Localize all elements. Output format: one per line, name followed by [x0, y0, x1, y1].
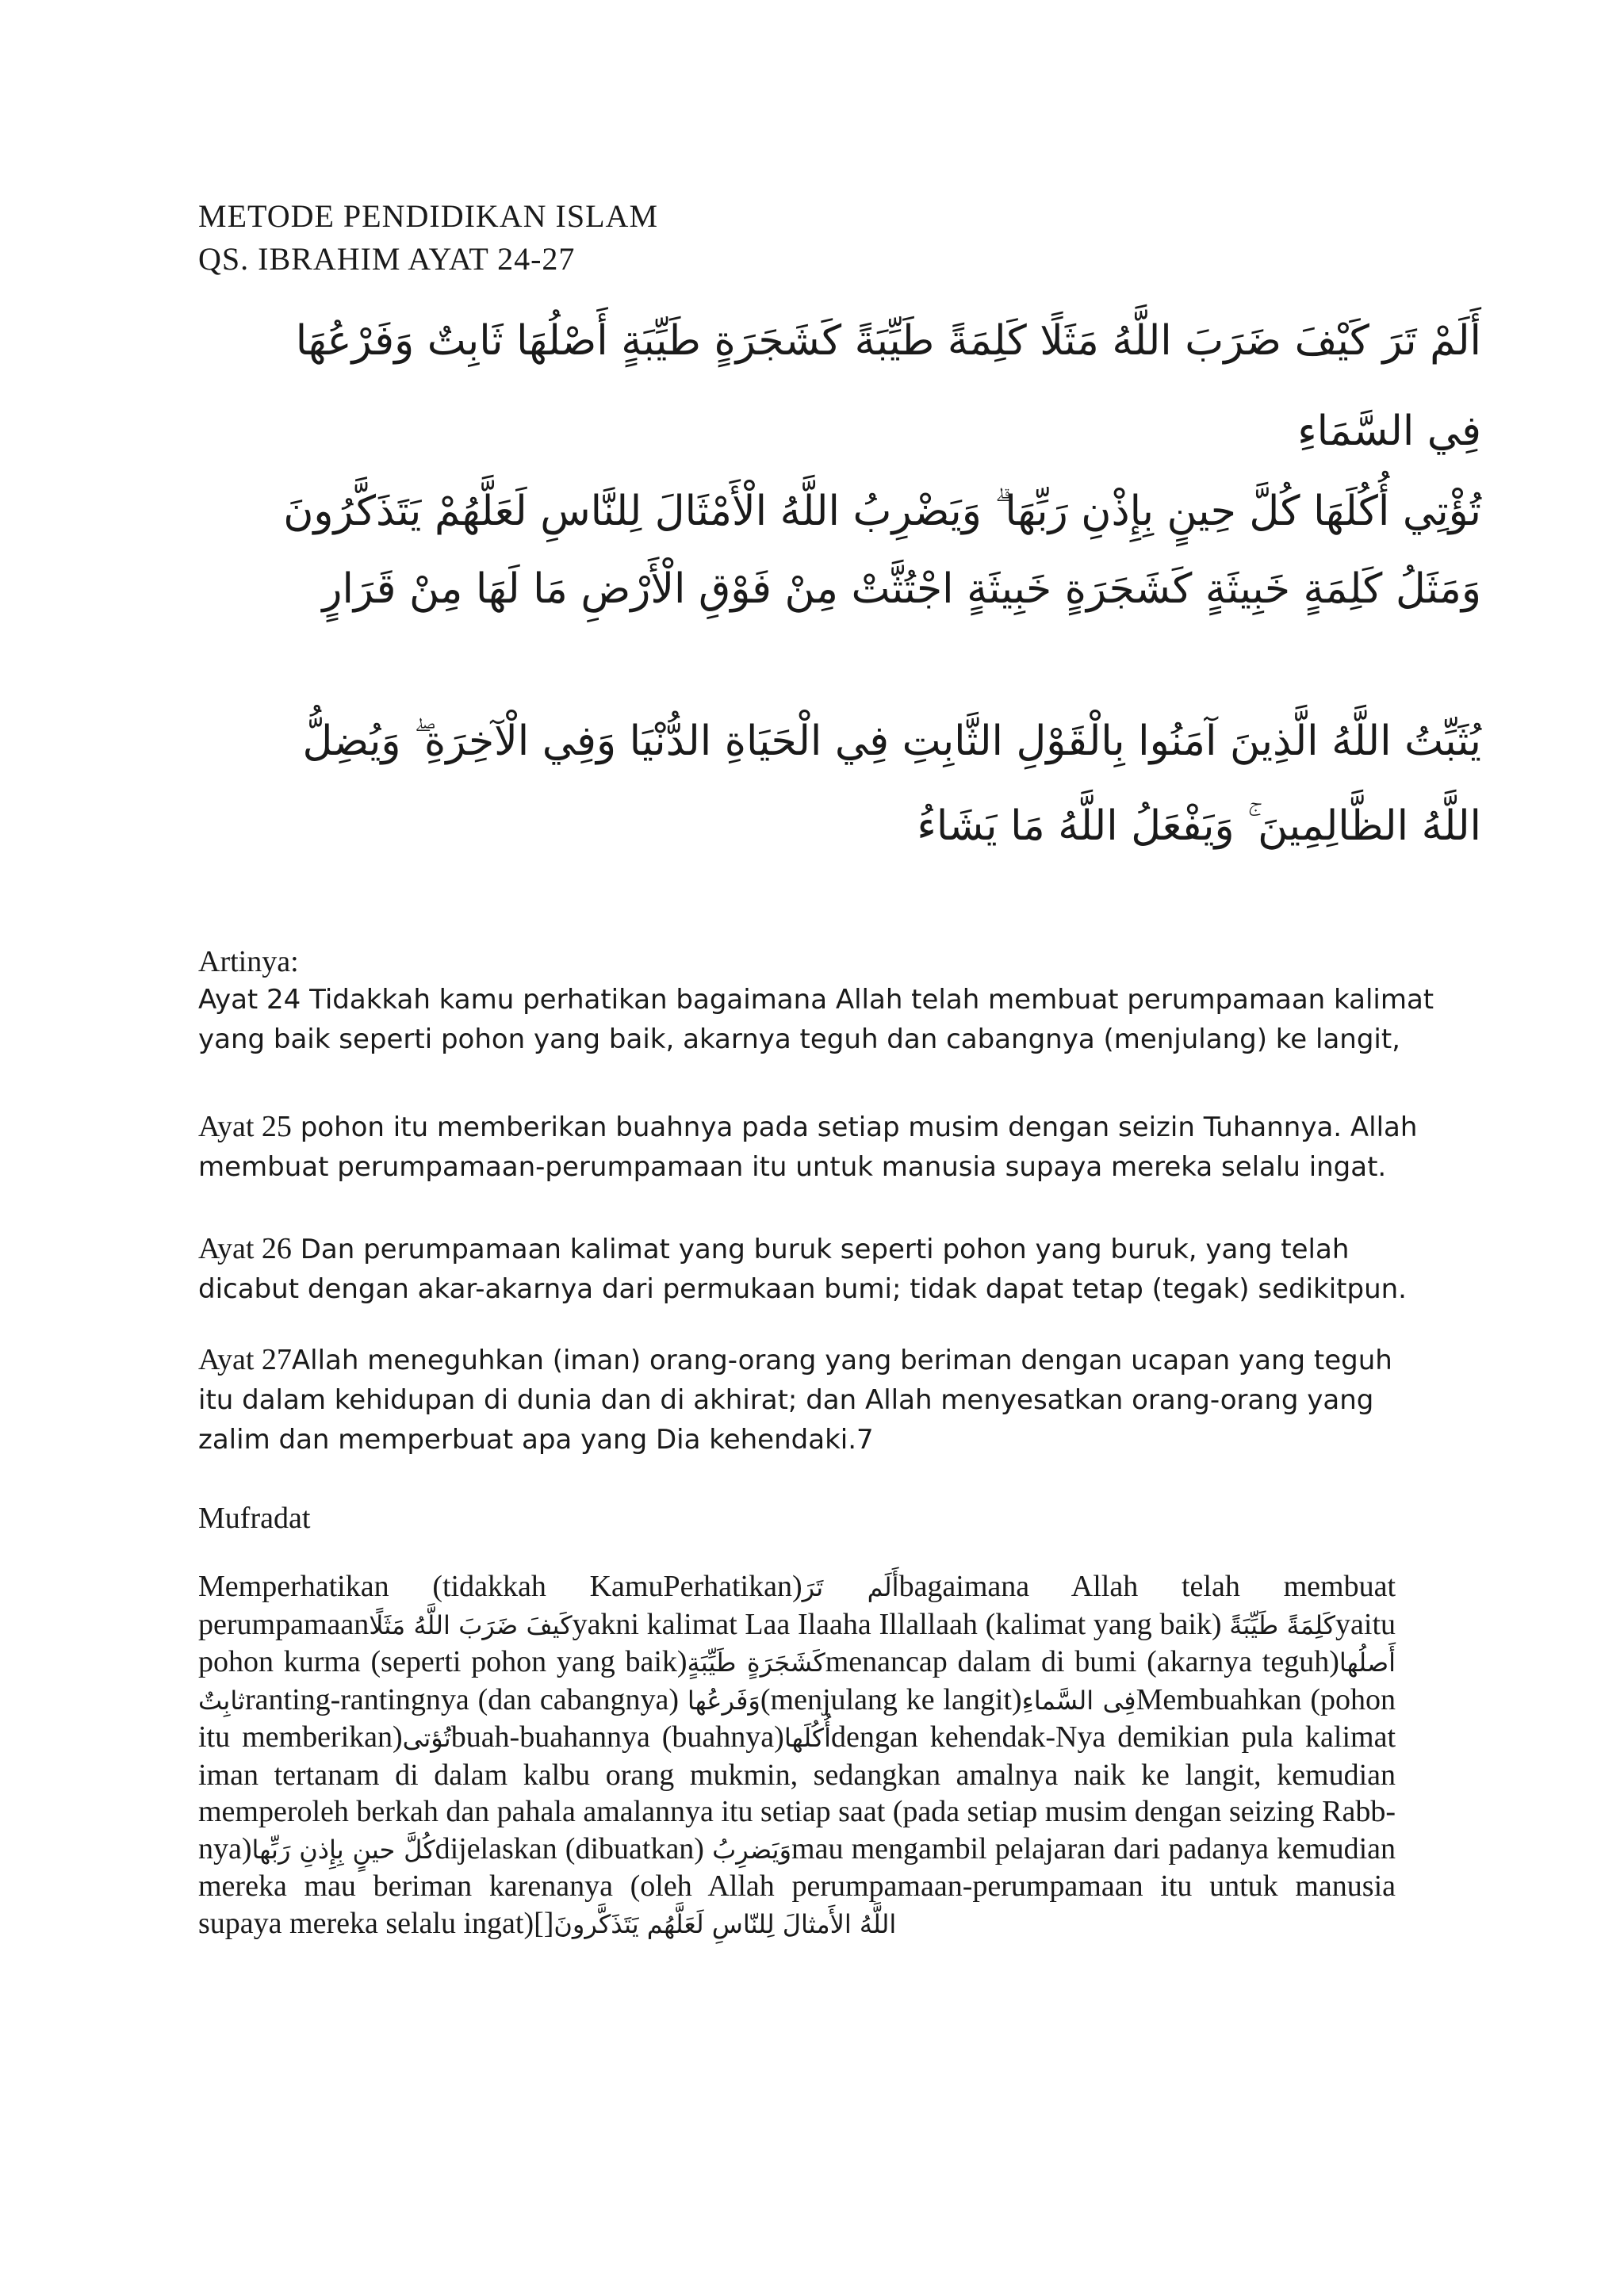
mufradat-arabic-term: كَيفَ ضَرَبَ اللَّهُ مَثَلًا — [369, 1609, 573, 1640]
mufradat-segment: buah-buahannya (buahnya) — [450, 1720, 784, 1754]
mufradat-arabic-term: وَيَضرِبُ — [712, 1834, 792, 1865]
document-header — [198, 195, 658, 281]
mufradat-segment: dengan kehendak-Nya demikian pula kalimat iman tertanam di dalam kalbu orang mukmin, sedangkan amalnya naik ke langit, kemudian memperoleh berkah dan pahala amalannya itu setiap saat (pada setiap musim dengan seizing Rabb-nya) — [198, 1720, 1396, 1866]
translation-ayat-26 — [198, 1229, 1435, 1309]
mufradat-segment: yaitu pohon kurma (seperti pohon yang baik) — [198, 1607, 1396, 1678]
ayat-25-label: Ayat 25 — [198, 1110, 292, 1143]
document-title: METODE PENDIDIKAN ISLAM — [198, 198, 659, 234]
mufradat-segment: (menjulang ke langit) — [760, 1682, 1022, 1716]
mufradat-arabic-term: فِى السَّماءِ — [1021, 1685, 1136, 1716]
mufradat-arabic-term: كُلَّ حينٍ بِإِذنِ رَبِّها — [251, 1834, 435, 1865]
mufradat-segment: menancap dalam di bumi (akarnya teguh) — [825, 1645, 1339, 1678]
arabic-verse-line-2: فِي السَّمَاءِ — [1297, 408, 1481, 455]
mufradat-segment: Memperhatikan (tidakkah KamuPerhatikan) — [198, 1570, 802, 1603]
mufradat-segment: dijelaskan (dibuatkan) — [435, 1831, 713, 1866]
mufradat-segment: mau mengambil pelajaran dari padanya kemudian mereka mau beriman karenanya (oleh Allah perumpamaan-perumpamaan itu untuk manusia supaya mereka selalu ingat)[] — [198, 1831, 1396, 1940]
mufradat-arabic-term: اللَّهُ الأَمثالَ لِلنّاسِ لَعَلَّهُم يَتَذَكَّرونَ — [553, 1908, 897, 1939]
arabic-verse-line-3: تُؤْتِي أُكُلَهَا كُلَّ حِينٍ بِإِذْنِ رَبِّهَا ۗ وَيَضْرِبُ اللَّهُ الْأَمْثَالَ لِلنَّاسِ لَعَلَّهُمْ يَتَذَكَّرُونَ — [283, 488, 1481, 535]
document-subtitle: QS. IBRAHIM AYAT 24-27 — [198, 241, 576, 277]
ayat-26-text: Dan perumpamaan kalimat yang buruk seperti pohon yang buruk, yang telah dicabut dengan akar-akarnya dari permukaan bumi; tidak dapat tetap (tegak) sedikitpun. — [198, 1234, 1407, 1305]
mufradat-arabic-term: كَلِمَةً طَيِّبَةً — [1229, 1609, 1336, 1640]
mufradat-arabic-term: أَصلُها ثابِتٌ — [198, 1647, 1396, 1716]
translation-ayat-24: Ayat 24 Tidakkah kamu perhatikan bagaimana Allah telah membuat perumpamaan kalimat yang baik seperti pohon yang baik, akarnya teguh dan cabangnya (menjulang) ke langit, — [198, 984, 1434, 1055]
mufradat-segment: Membuahkan (pohon itu memberikan) — [198, 1682, 1396, 1754]
mufradat-segment: bagaimana Allah telah membuat perumpamaan — [198, 1570, 1396, 1641]
ayat-26-label: Ayat 26 — [198, 1232, 292, 1265]
arabic-verse-line-6: اللَّهُ الظَّالِمِينَ ۚ وَيَفْعَلُ اللَّهُ مَا يَشَاءُ — [917, 802, 1481, 850]
mufradat-heading: Mufradat — [198, 1502, 311, 1535]
arabic-verse-line-4: وَمَثَلُ كَلِمَةٍ خَبِيثَةٍ كَشَجَرَةٍ خَبِيثَةٍ اجْتُثَّتْ مِنْ فَوْقِ الْأَرْضِ مَا لَهَا مِنْ قَرَارٍ — [322, 565, 1481, 613]
mufradat-body — [198, 1568, 1396, 1942]
mufradat-arabic-term: وَفَرعُها — [687, 1685, 760, 1716]
mufradat-segment: yakni kalimat Laa Ilaaha Illallaah (kalimat yang baik) — [572, 1607, 1230, 1641]
translation-ayat-27 — [198, 1340, 1435, 1460]
mufradat-arabic-term: أَلَم تَرَ — [802, 1572, 899, 1602]
mufradat-segment: ranting-rantingnya (dan cabangnya) — [244, 1682, 688, 1716]
ayat-27-text: Allah meneguhkan (iman) orang-orang yang beriman dengan ucapan yang teguh itu dalam kehidupan di dunia dan di akhirat; dan Allah menyesatkan orang-orang yang zalim dan memperbuat apa yang Dia kehendaki.7 — [198, 1345, 1392, 1456]
mufradat-arabic-term: أُكُلَها — [783, 1723, 832, 1753]
arabic-verse-line-1: أَلَمْ تَرَ كَيْفَ ضَرَبَ اللَّهُ مَثَلًا كَلِمَةً طَيِّبَةً كَشَجَرَةٍ طَيِّبَةٍ أَصْلُهَا ثَابِتٌ وَفَرْعُهَا — [295, 317, 1481, 365]
mufradat-arabic-term: تُؤتى — [402, 1723, 451, 1753]
translation-ayat-25 — [198, 1107, 1435, 1187]
ayat-27-label: Ayat 27 — [198, 1343, 292, 1376]
ayat-25-text: pohon itu memberikan buahnya pada setiap musim dengan seizin Tuhannya. Allah membuat perumpamaan-perumpamaan itu untuk manusia supaya mereka selalu ingat. — [198, 1112, 1418, 1183]
arabic-verse-line-5: يُثَبِّتُ اللَّهُ الَّذِينَ آمَنُوا بِالْقَوْلِ الثَّابِتِ فِي الْحَيَاةِ الدُّنْيَا وَفِي الْآخِرَةِ ۖ وَيُضِلُّ — [302, 718, 1481, 765]
artinya-heading: Artinya: — [198, 945, 299, 978]
mufradat-arabic-term: كَشَجَرَةٍ طَيِّبَةٍ — [687, 1647, 825, 1678]
